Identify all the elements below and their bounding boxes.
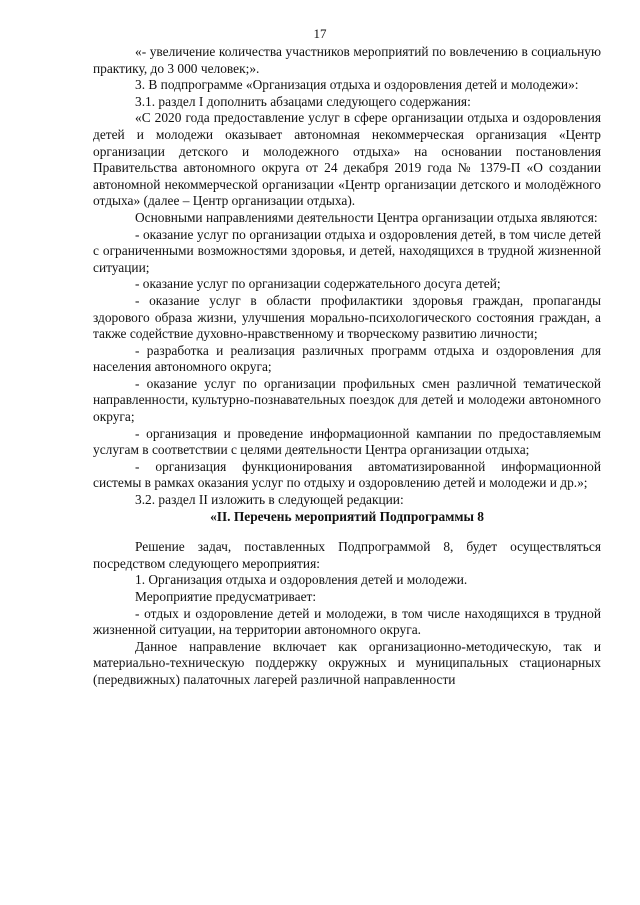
list-item: - оказание услуг по организации профильных смен различной тематической направленности, культурно-познавательных поездок для детей и молодежи автономного округа; xyxy=(93,375,601,425)
paragraph: Основными направлениями деятельности Центра организации отдыха являются: xyxy=(135,209,598,225)
paragraph: «- увеличение количества участников мероприятий по вовлечению в социальную практику, до 3 000 человек;». xyxy=(93,44,601,76)
page-number: 17 xyxy=(313,26,327,41)
list-item: - организация и проведение информационной кампании по предоставляемым услугам в соответствии с целями деятельности Центра организации отдыха; xyxy=(93,425,601,458)
paragraph: 3.1. раздел I дополнить абзацами следующего содержания: xyxy=(135,93,471,109)
paragraph: Решение задач, поставленных Подпрограммой 8, будет осуществляться посредством следующего мероприятия: xyxy=(93,539,601,571)
paragraph: 3. В подпрограмме «Организация отдыха и оздоровления детей и молодежи»: xyxy=(135,77,579,93)
section-heading: «II. Перечень мероприятий Подпрограммы 8 xyxy=(210,508,484,524)
paragraph: Мероприятие предусматривает: xyxy=(135,589,317,604)
list-item: - оказание услуг в области профилактики здоровья граждан, пропаганды здорового образа жизни, улучшения морально-психологического состояния граждан, а также содействие духовно-нравственному и творческому развитию личности; xyxy=(93,292,601,342)
paragraph: Данное направление включает как организационно-методическую, так и материально-техническую поддержку окружных и муниципальных стационарных (передвижных) палаточных лагерей различной направленности xyxy=(93,638,601,687)
document-body xyxy=(93,44,601,689)
list-item: - оказание услуг по организации содержательного досуга детей; xyxy=(135,276,501,292)
list-item: - разработка и реализация различных программ отдыха и оздоровления для населения автономного округа; xyxy=(93,342,601,375)
list-item: - организация функционирования автоматизированной информационной системы в рамках оказания услуг по отдыху и оздоровлению детей и молодежи и др.»; xyxy=(93,458,601,491)
paragraph: «С 2020 года предоставление услуг в сфере организации отдыха и оздоровления детей и молодежи оказывает автономная некоммерческая организация «Центр организации детского и молодежного отдыха» на основании постановления Правительства автономного округа от 24 декабря 2019 года № 1379-П «О создании автономной некоммерческой организации «Центр организации детского и молодёжного отдыха» (далее – Центр организации отдыха). xyxy=(93,110,601,209)
list-item: - оказание услуг по организации отдыха и оздоровления детей, в том числе детей с ограниченными возможностями здоровья, и детей, находящихся в трудной жизненной ситуации; xyxy=(93,226,601,275)
paragraph: 3.2. раздел II изложить в следующей редакции: xyxy=(135,492,404,508)
paragraph: 1. Организация отдыха и оздоровления детей и молодежи. xyxy=(135,572,468,588)
list-item: - отдых и оздоровление детей и молодежи, в том числе находящихся в трудной жизненной ситуации, на территории автономного округа. xyxy=(93,605,601,638)
